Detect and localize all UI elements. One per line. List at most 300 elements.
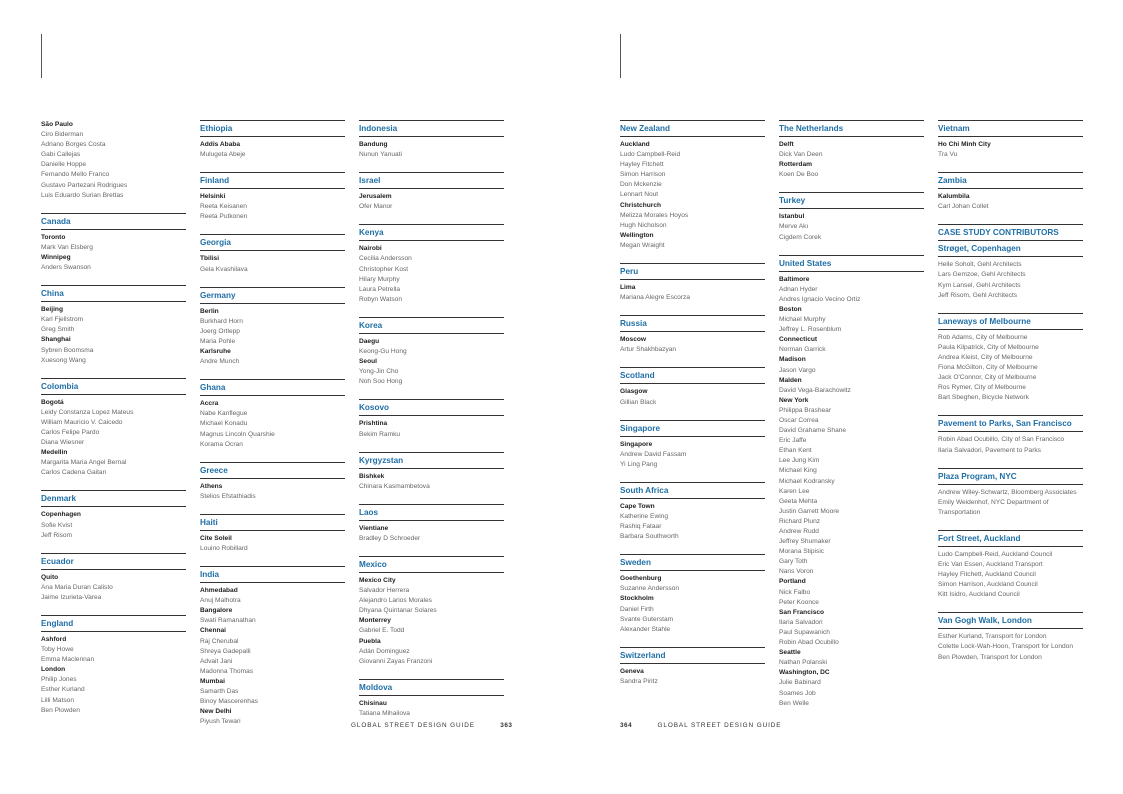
section [938, 468, 1083, 518]
section [938, 612, 1083, 662]
city-name: Glasgow [620, 388, 648, 396]
city-name: Cape Town [620, 502, 655, 510]
section-title: England [41, 615, 186, 632]
section-title: Scotland [620, 367, 765, 384]
contributor-name: Hilary Murphy [359, 275, 400, 283]
section-title: Moldova [359, 679, 504, 696]
contributor-name: Tra Vu [938, 151, 958, 159]
section [620, 482, 765, 542]
contributor-name: Alejandro Larios Morales [359, 597, 432, 605]
section [359, 452, 504, 492]
city-name: Geneva [620, 667, 644, 675]
contributor-name: Alexander Stahle [620, 625, 671, 633]
section-title: Laneways of Melbourne [938, 313, 1083, 330]
contributor-name: David Vega-Barachowitz [779, 386, 851, 394]
contributor-name: Esther Kurland, Transport for London [938, 633, 1047, 641]
contributor-name: Christopher Kost [359, 265, 409, 273]
contributor-name: Adnan Hyder [779, 285, 818, 293]
contributor-name: Samarth Das [200, 688, 239, 695]
section [200, 566, 345, 727]
city-name: Beijing [41, 306, 63, 314]
contributor-name: Kitt Isidro, Auckland Council [938, 591, 1020, 599]
section-title: Haiti [200, 514, 345, 531]
contributor-name: Karl Fjellstrom [41, 316, 84, 324]
contributor-name: Richard Plunz [779, 517, 821, 525]
contributor-name: Mulugeta Abeje [200, 151, 246, 159]
contributor-name: Morana Stipisic [779, 548, 825, 556]
contributor-name: Sofie Kvist [41, 521, 73, 529]
contributor-name: Carl Johan Collet [938, 203, 989, 211]
city-name: Bishkek [359, 472, 385, 480]
section-title: Canada [41, 213, 186, 230]
section [938, 240, 1083, 300]
city-name: Quito [41, 573, 59, 581]
city-name: Winnipeg [41, 253, 71, 261]
city-name: San Francisco [779, 608, 825, 616]
section-title: South Africa [620, 482, 765, 499]
section [359, 224, 504, 305]
section-title: CASE STUDY CONTRIBUTORS [938, 224, 1083, 240]
contributor-name: Adán Dominguez [359, 647, 410, 655]
column-4 [620, 120, 765, 699]
city-name: Lima [620, 284, 636, 292]
section [200, 234, 345, 274]
city-name: Ho Chi Minh City [938, 141, 991, 148]
contributor-name: Barbara Southworth [620, 533, 679, 541]
section [938, 224, 1083, 240]
contributor-name: Andrew David Fassam [620, 450, 687, 458]
contributor-name: Advait Jani [200, 657, 233, 665]
contributor-name: Yi Ling Pang [620, 460, 658, 468]
footer-left [351, 722, 512, 729]
contributor-name: Joerg Ortlepp [200, 327, 240, 335]
contributor-name: Ben Welle [779, 699, 809, 707]
section [620, 420, 765, 470]
section [41, 615, 186, 716]
section-title: Pavement to Parks, San Francisco [938, 415, 1083, 432]
city-name: Kalumbila [938, 193, 970, 201]
contributor-name: Robyn Watson [359, 295, 403, 303]
contributor-name: Michael King [779, 467, 817, 475]
contributor-name: Tatiana Mihailova [359, 709, 410, 717]
section-title: Vietnam [938, 120, 1083, 137]
section-title: Van Gogh Walk, London [938, 612, 1083, 629]
section-title: Kyrgyzstan [359, 452, 504, 469]
contributor-name: Bekim Ramku [359, 430, 401, 438]
city-name: Connecticut [779, 336, 818, 344]
footer-right-page-number: 364 [620, 722, 633, 729]
contributor-name: Nabe Kanflegue [200, 410, 248, 418]
contributor-name: David Grahame Shane [779, 427, 847, 435]
section-title: Israel [359, 172, 504, 189]
contributor-name: Sandra Piritz [620, 677, 658, 685]
section-title: The Netherlands [779, 120, 924, 137]
section [620, 367, 765, 407]
city-name: Baltimore [779, 275, 810, 283]
column-5 [779, 120, 924, 721]
contributor-name: Gabriel E. Todd [359, 627, 405, 635]
city-name: Ashford [41, 636, 67, 643]
contributor-name: Paula Kilpatrick, City of Melbourne [938, 343, 1039, 351]
contributor-name: Bart Sbeghen, Bicycle Network [938, 394, 1029, 402]
contributor-name: Gillian Black [620, 398, 657, 406]
contributor-name: Noh Soo Hong [359, 378, 403, 386]
section [779, 120, 924, 180]
contributor-name: Soames Job [779, 689, 816, 697]
city-name: Rotterdam [779, 161, 812, 169]
city-name: São Paulo [41, 121, 73, 128]
contributor-name: Jack O'Connor, City of Melbourne [938, 374, 1037, 382]
contributor-name: Koen De Boo [779, 171, 819, 179]
section-title: Russia [620, 315, 765, 332]
section [359, 120, 504, 160]
contributor-name: Simon Harrison, Auckland Council [938, 581, 1038, 589]
contributor-name: Andrew Wiley-Schwartz, Bloomberg Associates [938, 488, 1077, 496]
section [779, 192, 924, 242]
contributor-name: Melizza Morales Hoyos [620, 211, 689, 219]
contributor-name: Reeta Keisanen [200, 203, 247, 211]
city-name: Madison [779, 356, 806, 364]
city-name: Prishtina [359, 420, 388, 428]
contributor-name: Danielle Hoppe [41, 161, 87, 169]
contributor-name: Philippa Brashear [779, 406, 832, 414]
contributor-name: Hayley Fitchett [620, 161, 664, 169]
contributor-name: Lilli Matson [41, 696, 74, 704]
contributor-name: Michael Konadu [200, 420, 248, 428]
section-title: Fort Street, Auckland [938, 530, 1083, 547]
section [200, 514, 345, 554]
contributor-name: Laura Petrella [359, 285, 401, 293]
contributor-name: Ethan Kent [779, 447, 812, 455]
city-name: Malden [779, 376, 802, 384]
footer-left-title: GLOBAL STREET DESIGN GUIDE [351, 722, 475, 729]
section-title: New Zealand [620, 120, 765, 137]
contributor-name: Jeff Risom [41, 531, 73, 539]
contributor-name: Nunun Yanuati [359, 151, 403, 159]
city-name: Moscow [620, 336, 647, 344]
city-name: Chennai [200, 627, 227, 635]
section [41, 285, 186, 366]
contributor-name: Gary Toth [779, 558, 808, 566]
section [620, 120, 765, 251]
contributor-name: Bradley D Schroeder [359, 534, 421, 542]
section-title: Sweden [620, 554, 765, 571]
city-name: Tbilisi [200, 255, 220, 263]
contributor-name: Robin Abad Ocubillo [779, 639, 839, 647]
section [200, 379, 345, 449]
section [200, 172, 345, 222]
contributor-name: Oscar Correa [779, 416, 819, 424]
contributor-name: Philip Jones [41, 676, 77, 684]
contributor-name: Dick Van Deen [779, 151, 823, 159]
contributor-name: Giovanni Zayas Franzoni [359, 657, 433, 665]
section [938, 120, 1083, 160]
section-title: Indonesia [359, 120, 504, 137]
section-title: India [200, 566, 345, 583]
city-name: Boston [779, 305, 802, 313]
contributor-name: Gustavo Partezani Rodrigues [41, 181, 128, 189]
section-title: Kenya [359, 224, 504, 241]
contributor-name: Ben Plowden, Transport for London [938, 653, 1042, 661]
contributor-name: Eric Van Essen, Auckland Transport [938, 560, 1043, 568]
contributor-name: Cigdem Corek [779, 233, 822, 241]
contributor-name: Paul Supawanich [779, 628, 830, 636]
section [359, 317, 504, 387]
city-name: London [41, 666, 66, 674]
contributor-name: Emma Maclennan [41, 656, 95, 664]
contributor-name: Mark Van Elsberg [41, 243, 93, 251]
city-name: Addis Ababa [200, 141, 241, 148]
contributor-name: Jaime Izurieta-Varea [41, 593, 102, 601]
city-name: Karlsruhe [200, 348, 231, 356]
contributor-name: Rob Adams, City of Melbourne [938, 333, 1028, 341]
section [620, 263, 765, 303]
city-name: Chisinau [359, 699, 387, 707]
contributor-name: Norman Garrick [779, 346, 826, 354]
column-3 [359, 120, 504, 731]
contributor-name: Geeta Mehta [779, 497, 818, 505]
contributor-name: Simon Harrison [620, 171, 666, 179]
section [41, 490, 186, 540]
section [359, 172, 504, 212]
contributor-name: Piyush Tewari [200, 718, 241, 726]
contributor-name: Suzanne Andersson [620, 585, 680, 593]
contributor-name: Magnus Lincoln Quarshie [200, 430, 275, 438]
section-title: Singapore [620, 420, 765, 437]
city-name: Medellin [41, 449, 68, 457]
city-name: New York [779, 396, 809, 404]
section-title: China [41, 285, 186, 302]
city-name: Accra [200, 400, 219, 408]
contributor-name: Don Mckenzie [620, 181, 662, 189]
section-title: Plaza Program, NYC [938, 468, 1083, 485]
contributor-name: Daniel Firth [620, 605, 654, 613]
section [41, 213, 186, 273]
contributor-name: Katherine Ewing [620, 512, 669, 520]
contributor-name: Karen Lee [779, 487, 810, 495]
contributor-name: Michael Kodransky [779, 477, 835, 485]
contributor-name: Diana Wiesner [41, 439, 85, 447]
contributor-name: Ciro Biderman [41, 131, 84, 139]
page-rule-right [620, 34, 621, 78]
section-title: Turkey [779, 192, 924, 209]
city-name: Auckland [620, 141, 650, 148]
contributor-name: Helle Soholt, Gehl Architects [938, 261, 1022, 269]
city-name: Copenhagen [41, 511, 81, 519]
section-title: Georgia [200, 234, 345, 251]
section-title: Korea [359, 317, 504, 334]
contributor-name: Rashiq Fataar [620, 523, 662, 531]
city-name: Helsinki [200, 193, 226, 201]
contributor-name: Fiona McGilton, City of Melbourne [938, 364, 1038, 372]
contributor-name: Cecilia Andersson [359, 255, 412, 263]
contributor-name: Nathan Polanski [779, 659, 828, 667]
city-name: Jerusalem [359, 193, 392, 201]
contributor-name: Peter Koonce [779, 598, 819, 606]
contributor-name: William Mauricio V. Caicedo [41, 418, 123, 426]
footer-right-title: GLOBAL STREET DESIGN GUIDE [657, 722, 782, 729]
section-title: Zambia [938, 172, 1083, 189]
city-name: Wellington [620, 231, 654, 239]
city-name: Vientiane [359, 524, 389, 532]
section-title: Denmark [41, 490, 186, 507]
contributor-name: Jeffrey Shumaker [779, 538, 831, 546]
city-name: Daegu [359, 337, 380, 345]
contributor-name: Anuj Malhotra [200, 597, 241, 605]
city-name: Puebla [359, 637, 381, 645]
contributor-name: Julie Babinard [779, 679, 821, 687]
contributor-name: Ilaria Salvadori [779, 618, 823, 626]
contributor-name: Andrea Kleist, City of Melbourne [938, 353, 1033, 361]
section [200, 287, 345, 368]
contributor-name: Ludo Campbell-Reid [620, 151, 681, 159]
section-title: Ghana [200, 379, 345, 396]
contributor-name: Carlos Felipe Pardo [41, 428, 100, 436]
contributor-name: Gela Kvashilava [200, 265, 248, 273]
city-name: Shanghai [41, 336, 71, 344]
section [41, 378, 186, 479]
section-title: Switzerland [620, 647, 765, 664]
contributor-name: Binoy Mascerenhas [200, 698, 258, 706]
city-name: Nairobi [359, 245, 382, 253]
contributor-name: Ilaria Salvadori, Pavement to Parks [938, 446, 1041, 454]
contributor-name: Jeffrey L. Rosenblum [779, 326, 842, 334]
city-name: Goethenburg [620, 575, 662, 583]
contributor-name: Eric Jaffe [779, 437, 807, 445]
city-name: Bandung [359, 141, 388, 148]
contributor-name: Salvador Herrera [359, 587, 410, 595]
contributor-name: Madonna Thomas [200, 667, 254, 675]
contributor-name: Burkhard Horn [200, 317, 243, 325]
footer-right [620, 722, 781, 729]
section [620, 554, 765, 635]
column-2 [200, 120, 345, 739]
section [620, 315, 765, 355]
contributor-name: Louino Robillard [200, 544, 248, 552]
contributor-name: Esther Kurland [41, 686, 85, 694]
contributor-name: Dhyana Quintanar Solares [359, 607, 437, 615]
section-title: Mexico [359, 556, 504, 573]
section-title: Germany [200, 287, 345, 304]
city-name: Bangalore [200, 607, 233, 615]
contributor-name: Greg Smith [41, 326, 75, 334]
contributor-name: Colette Lock-Wah-Hoon, Transport for London [938, 643, 1073, 651]
contributor-name: Nick Falbo [779, 588, 811, 596]
contributor-name: Chinara Kasmambetova [359, 482, 430, 490]
city-name: Singapore [620, 440, 653, 448]
contributor-name: Michael Murphy [779, 316, 826, 324]
section-title: Ecuador [41, 553, 186, 570]
city-name: Berlin [200, 307, 219, 315]
contributor-name: Andres Ignacio Vecino Ortiz [779, 295, 861, 303]
contributor-name: Nans Voron [779, 568, 814, 576]
contributor-name: Ludo Campbell-Reid, Auckland Council [938, 550, 1053, 558]
contributor-name: Megan Wraight [620, 241, 665, 249]
city-name: Seoul [359, 358, 377, 366]
section [359, 399, 504, 439]
contributor-name: Leidy Constanza Lopez Mateus [41, 408, 134, 416]
city-name: New Delhi [200, 708, 232, 716]
contributor-name: Maria Pohle [200, 337, 236, 345]
contributor-name: Shreya Gadepalli [200, 647, 251, 655]
section-title: Ethiopia [200, 120, 345, 137]
contributor-name: Sybren Boomsma [41, 346, 94, 354]
city-name: Delft [779, 141, 794, 148]
city-name: Toronto [41, 233, 66, 241]
contributor-name: Lennart Nout [620, 191, 659, 199]
section [620, 647, 765, 687]
footer-left-page-number: 363 [500, 722, 513, 729]
city-name: Seattle [779, 649, 801, 657]
section [41, 553, 186, 603]
city-name: Mumbai [200, 677, 225, 685]
contributor-name: Lee Jung Kim [779, 457, 820, 465]
contributor-name: Carlos Cadena Gaitan [41, 469, 107, 477]
section-title: Peru [620, 263, 765, 280]
city-name: Bogotá [41, 398, 64, 406]
section [938, 172, 1083, 212]
contributor-name: Merve Akı [779, 223, 809, 231]
city-name: Mexico City [359, 576, 396, 584]
contributor-name: Hayley Fitchett, Auckland Council [938, 571, 1036, 579]
city-name: Cite Soleil [200, 534, 232, 542]
contributor-name: Swati Ramanathan [200, 617, 256, 625]
contributor-name: Hugh Nicholson [620, 221, 667, 229]
city-name: Washington, DC [779, 669, 830, 677]
contributor-name: Stelios Efstathiadis [200, 492, 256, 500]
section [938, 415, 1083, 455]
contributor-name: Adriano Borges Costa [41, 141, 106, 149]
column-1 [41, 120, 186, 728]
city-name: Athens [200, 482, 223, 490]
section [359, 556, 504, 667]
section [200, 462, 345, 502]
contributor-name: Ben Plowden [41, 706, 80, 714]
contributor-name: Reeta Putkonen [200, 213, 248, 221]
contributor-name: Andre Munch [200, 358, 240, 366]
contributor-name: Robin Abad Ocubillo, City of San Francisco [938, 436, 1065, 444]
contributor-name: Anders Swanson [41, 264, 91, 272]
section [359, 504, 504, 544]
section [938, 313, 1083, 404]
city-name: Christchurch [620, 201, 662, 209]
city-name: Monterrey [359, 617, 391, 625]
page-rule-left [41, 34, 42, 78]
contributor-name: Ros Rymer, City of Melbourne [938, 384, 1026, 392]
contributor-name: Jason Vargo [779, 366, 816, 374]
contributor-name: Gabi Callejas [41, 151, 81, 159]
contributor-name: Margarita Maria Angel Bernal [41, 459, 127, 467]
contributor-name: Raj Cherubal [200, 637, 239, 645]
section-title: Strøget, Copenhagen [938, 240, 1083, 257]
contributor-name: Svante Guterstam [620, 615, 674, 623]
section-title: United States [779, 255, 924, 272]
contributor-name: Justin Garrett Moore [779, 507, 840, 515]
column-6 [938, 120, 1083, 675]
section [359, 679, 504, 719]
contributor-name: Lars Gemzoe, Gehl Architects [938, 271, 1026, 279]
section [200, 120, 345, 160]
contributor-name: Andrew Rudd [779, 528, 819, 535]
section [779, 255, 924, 709]
contributor-name: Kym Lansel, Gehl Architects [938, 281, 1021, 289]
city-name: Istanbul [779, 213, 805, 221]
section [938, 530, 1083, 600]
contributor-name: Luis Eduardo Surian Brettas [41, 191, 124, 199]
contributor-name: Yong-Jin Cho [359, 368, 399, 376]
contributor-name: Jeff Risom, Gehl Architects [938, 291, 1018, 299]
section-title: Laos [359, 504, 504, 521]
